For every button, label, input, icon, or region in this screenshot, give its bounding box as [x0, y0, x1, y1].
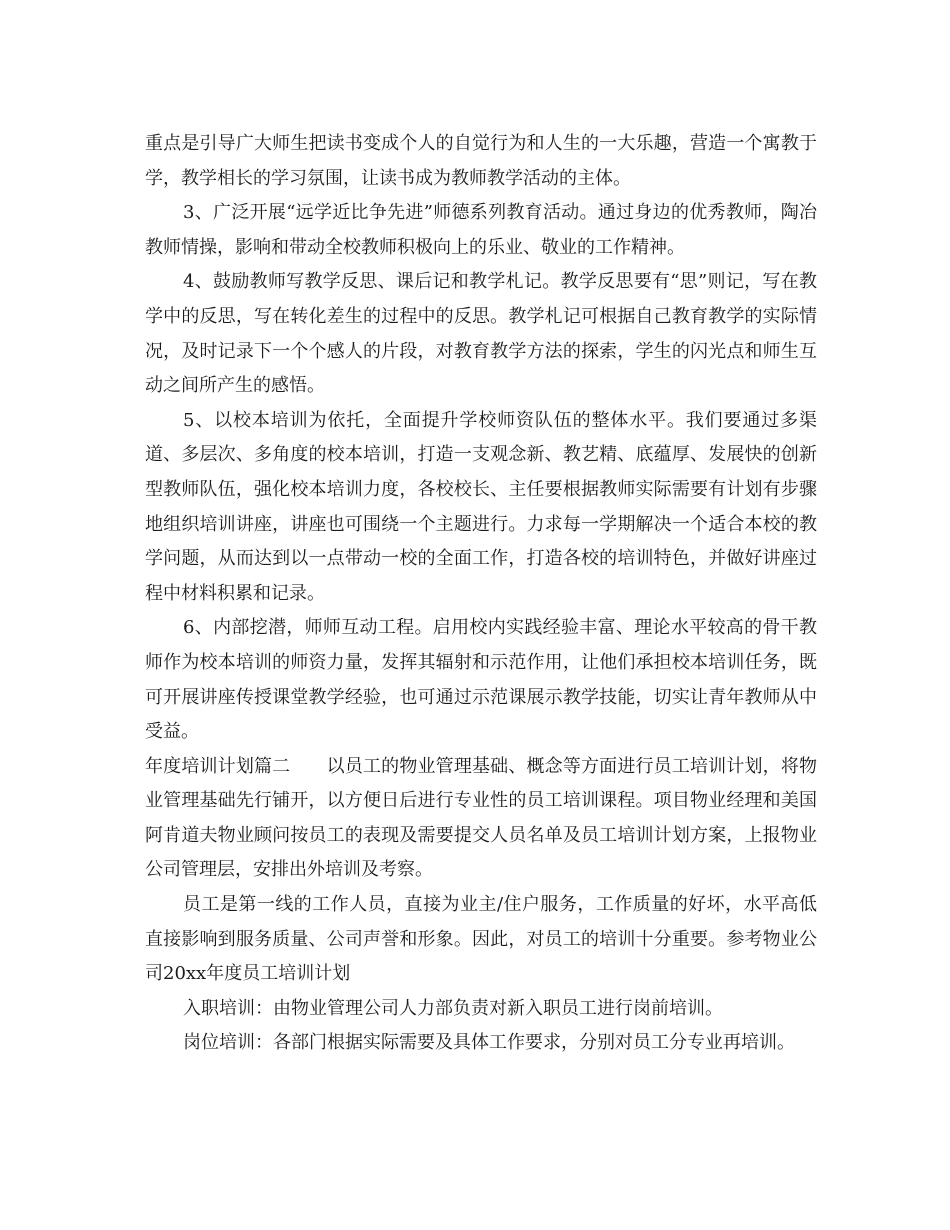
paragraph-position-training: 岗位培训：各部门根据实际需要及具体工作要求，分别对员工分专业再培训。 — [183, 1032, 795, 1054]
paragraph-item-4: 4、鼓励教师写教学反思、课后记和教学札记。教学反思要有“思”则记，写在教学中的反思，写在转化差生的过程中的反思。教学札记可根据自己教育教学的实际情况，及时记录下一个个感人的片段，对教育教学方法的探索，学生的闪光点和师生互动之间所产生的感悟。 — [145, 271, 817, 397]
paragraph-reading-culture: 重点是引导广大师生把读书变成个人的自觉行为和人生的一大乐趣，营造一个寓教于学，教学相长的学习氛围，让读书成为教师教学活动的主体。 — [145, 133, 817, 189]
paragraph-staff-importance: 员工是第一线的工作人员，直接为业主/住户服务，工作质量的好坏，水平高低直接影响到服务质量、公司声誉和形象。因此，对员工的培训十分重要。参考物业公司20xx年度员工培训计划 — [145, 894, 817, 985]
paragraph-item-3: 3、广泛开展“远学近比争先进”师德系列教育活动。通过身边的优秀教师，陶冶教师情操，影响和带动全校教师积极向上的乐业、敬业的工作精神。 — [145, 202, 817, 258]
paragraph-item-6: 6、内部挖潜，师师互动工程。启用校内实践经验丰富、理论水平较高的骨干教师作为校本培训的师资力量，发挥其辐射和示范作用，让他们承担校本培训任务，既可开展讲座传授课堂教学经验，也可通过示范课展示教学技能，切实让青年教师从中受益。 — [145, 617, 817, 743]
paragraph-onboarding-training: 入职培训：由物业管理公司人力部负责对新入职员工进行岗前培训。 — [183, 997, 723, 1019]
paragraph-item-5: 5、以校本培训为依托，全面提升学校师资队伍的整体水平。我们要通过多渠道、多层次、多角度的校本培训，打造一支观念新、教艺精、底蕴厚、发展快的创新型教师队伍，强化校本培训力度，各校校长、主任要根据教师实际需要有计划有步骤地组织培训讲座，讲座也可围绕一个主题进行。力求每一学期解决一个适合本校的教学问题，从而达到以一点带动一校的全面工作，打造各校的培训特色，并做好讲座过程中材料积累和记录。 — [145, 409, 817, 604]
paragraph-plan-two-intro: 年度培训计划篇二 以员工的物业管理基础、概念等方面进行员工培训计划，将物业管理基础先行铺开，以方便日后进行专业性的员工培训课程。项目物业经理和美国阿肯道夫物业顾问按员工的表现及需要提交人员名单及员工培训计划方案，上报物业公司管理层，安排出外培训及考察。 — [145, 755, 817, 881]
document-body — [145, 127, 817, 1061]
